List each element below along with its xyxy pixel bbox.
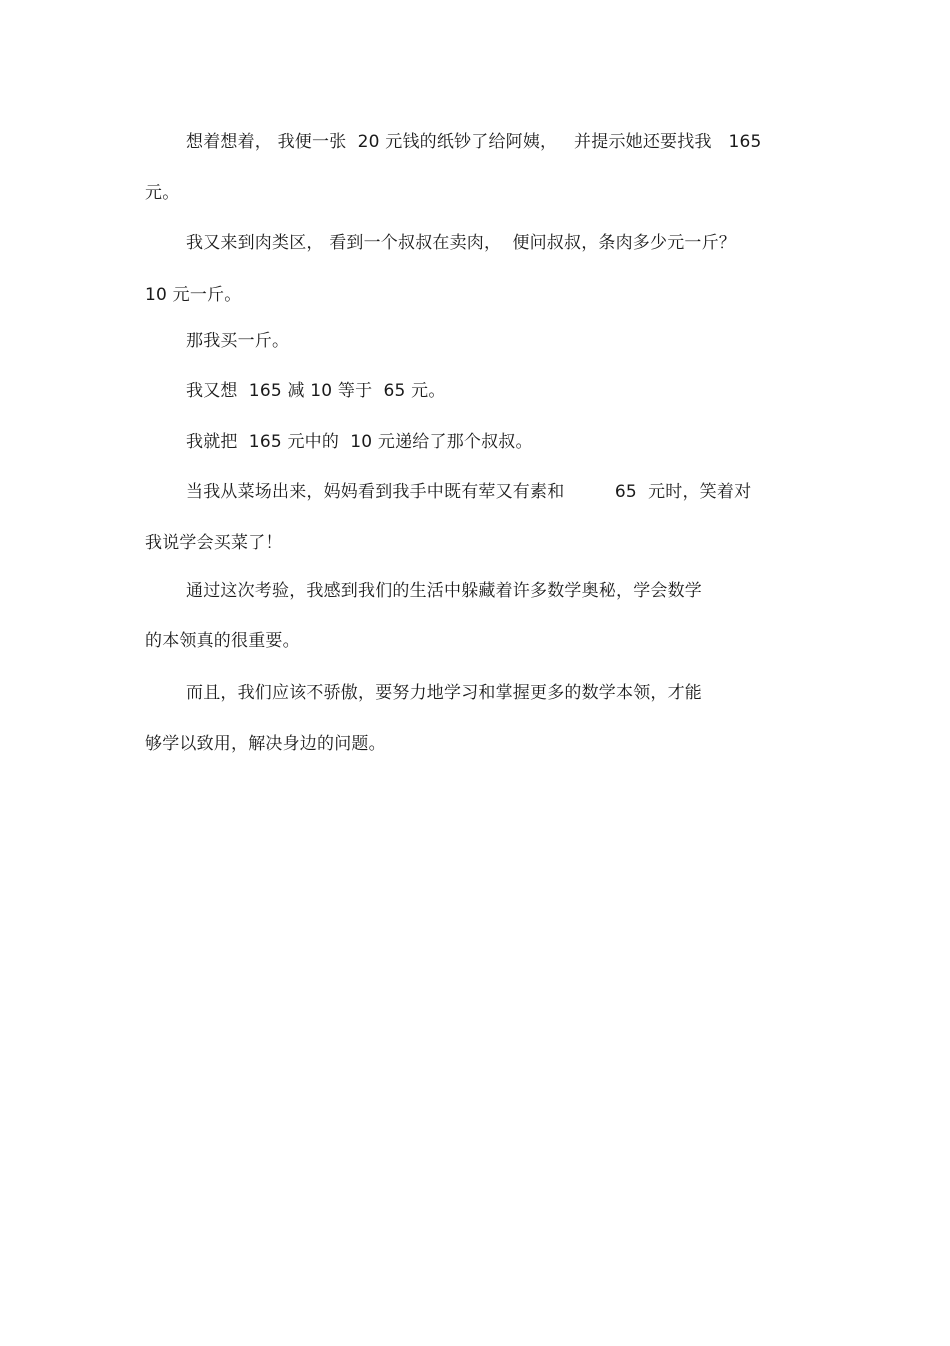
text-line-10: 通过这次考验，我感到我们的生活中躲藏着许多数学奥秘，学会数学 (186, 581, 702, 601)
text-line-11: 的本领真的很重要。 (145, 631, 300, 651)
text-line-1: 想着想着， 我便一张 20 元钱的纸钞了给阿姨， 并提示她还要找我 165 (186, 132, 762, 152)
text-line-5: 那我买一斤。 (186, 331, 290, 351)
text-line-9: 我说学会买菜了！ (145, 533, 283, 553)
text-line-7: 我就把 165 元中的 10 元递给了那个叔叔。 (186, 432, 533, 452)
text-line-3: 我又来到肉类区， 看到一个叔叔在卖肉， 便问叔叔，条肉多少元一斤？ (186, 233, 737, 253)
text-line-2: 元。 (145, 183, 180, 203)
text-line-8: 当我从菜场出来，妈妈看到我手中既有荤又有素和 65 元时，笑着对 (186, 482, 752, 502)
text-line-12: 而且，我们应该不骄傲，要努力地学习和掌握更多的数学本领，才能 (186, 683, 702, 703)
text-line-6: 我又想 165 减 10 等于 65 元。 (186, 381, 446, 401)
text-line-4: 10 元一斤。 (145, 285, 242, 305)
text-line-13: 够学以致用，解决身边的问题。 (145, 734, 386, 754)
